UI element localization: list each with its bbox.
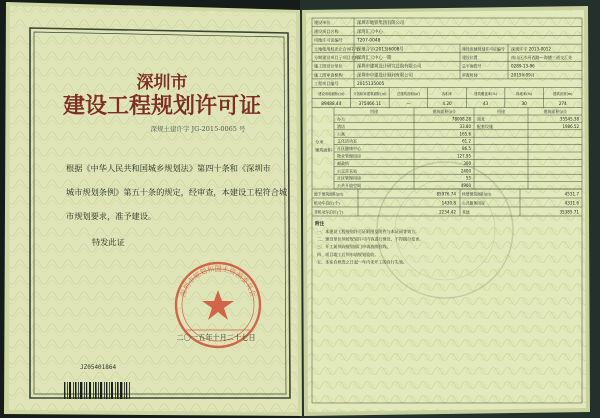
note-line: 一、本建设工程规划许可证附图及附件与本证同等效力。 [317, 229, 420, 234]
certificate-body-line-3: 市规划要求，准予建设。 [66, 211, 157, 221]
extra-label: 地下建筑面积(㎡) [314, 191, 344, 197]
area-header-cell: 建筑覆盖率(%) [474, 91, 497, 96]
use-header-cell: 建筑面积(㎡) [432, 109, 456, 114]
extra-sub-value: 4531.7 [564, 191, 579, 197]
use-cell: 4900 [460, 183, 471, 189]
note-line: 三、开工前须向规划部门申请放线验线。 [317, 244, 391, 250]
use-cell: 61.2 [462, 138, 471, 144]
use-cell: 公共开放空间 [337, 183, 361, 189]
use-cell: 酒店 [337, 123, 345, 129]
use-header-cell: 用途 [370, 109, 378, 114]
use-cell: 社区健康中心 [337, 146, 361, 152]
use-cell: 商业 [477, 116, 485, 122]
extra-sub-value: 4331.6 [564, 200, 579, 206]
extra-value: 2234.42 [439, 209, 456, 215]
use-cell: 35545.38 [559, 116, 579, 122]
row-label: 土地使用权出让合同书号 [314, 46, 360, 52]
row-sub-value: 0289-13-96 [511, 63, 535, 69]
extra-sub-value: 35385.71 [559, 209, 579, 215]
use-header-cell: 用途 [497, 109, 505, 114]
row-sub-label: 建设用地规划许可证编号 [462, 46, 505, 52]
extra-label: 非机动车泊位(个) [314, 209, 344, 215]
attachment-page [302, 6, 590, 416]
note-line: 四、项目竣工后须申请规划验收。 [317, 251, 379, 257]
use-cell: 86.5 [462, 146, 471, 152]
extra-sub-label: 其他 [462, 209, 470, 215]
use-cell: 文化活动室 [337, 138, 357, 144]
row-sub-value: 2015年09月 [511, 72, 535, 78]
area-header-cell: 计容积率建筑面积(㎡) [353, 91, 387, 96]
use-cell: 社区管理用房 [337, 175, 361, 181]
row-label: 工程项目编号 [314, 81, 339, 87]
area-value-cell: 274 [558, 101, 567, 106]
use-cell: 物业管理用房 [337, 153, 361, 159]
use-section-label: 建筑面积 [315, 147, 332, 153]
seal-text: 深圳市规划和国土资源委员会 [179, 265, 257, 298]
certificate-city-title: 深圳市 [136, 73, 188, 93]
area-value-cell: 375466.11 [358, 101, 382, 106]
certificate-body-line-2: 城市规划条例》第五十条的规定，经审查，本建设工程符合城 [66, 187, 288, 197]
row-label: 用地许可证编号 [314, 37, 343, 43]
row-label: 建设单位 [314, 20, 331, 26]
area-value-cell: 43 [482, 101, 489, 106]
notes-title: 附注 [315, 222, 325, 227]
row-sub-label: 审查时间 [462, 72, 478, 78]
use-cell: 邮政所 [337, 160, 349, 166]
area-header-cell: 绿地率(%) [516, 91, 533, 96]
use-header-cell: 建筑面积(㎡) [543, 109, 567, 114]
row-value: 深地合字(2013)6008号 [357, 47, 404, 53]
area-value-cell: 89488.44 [321, 101, 342, 106]
area-header-cell: 建筑高度(m) [552, 91, 573, 96]
use-cell: 公寓 [337, 131, 345, 137]
area-header-cell: 总建筑面积(㎡) [396, 91, 420, 96]
certificate-number: 深规土建许字 JG-2015-0065 号 [150, 125, 246, 133]
area-header-cell: 建设用地面积(㎡) [318, 91, 345, 96]
certificate-serial-number: JZ05401864 [80, 364, 117, 371]
row-sub-label: 总平面图号 [462, 63, 482, 69]
area-value-cell: — [406, 101, 411, 106]
area-value-cell: 30 [521, 101, 527, 106]
row-label: 建设项目名称 [314, 28, 339, 34]
use-cell: 55 [465, 175, 471, 181]
row-label: 施工图审查机构 [314, 72, 343, 78]
note-line: 二、建设单位须按规划许可内容进行建设，不得擅自变更。 [317, 236, 424, 242]
row-value: 深圳市建筑设计研究总院有限公司 [357, 64, 422, 70]
area-header-cell: 容积率 [441, 91, 453, 96]
row-label: 施工图设计单位 [314, 63, 343, 69]
area-value-cell: 4.20 [442, 101, 452, 106]
use-cell: 配套设施 [477, 123, 493, 129]
use-cell: 78008.28 [451, 116, 471, 122]
note-line: 五、本证自核发之日起一年内未开工的自行失效。 [317, 259, 408, 265]
certificate-issue-date: 二〇一五年十月二十七日 [176, 333, 256, 342]
use-cell: 33.80 [459, 123, 471, 129]
row-value: 2015135005 [357, 82, 385, 88]
extra-value: 85976.74 [436, 191, 456, 197]
row-value: 深湾汇云中心 [357, 29, 383, 35]
row-sub-value: 南山区沙河西路—海德三道交汇处 [511, 55, 573, 60]
row-value: T207-0048 [357, 38, 381, 44]
row-sub-value: 深规许字 2013-0012 [511, 46, 551, 52]
certificate-closing: 特发此证 [92, 237, 125, 247]
use-cell: 2400 [460, 168, 471, 174]
row-sub-label: 建设位置 [462, 55, 478, 60]
extra-value: 1430.8 [441, 200, 456, 206]
use-section-label: 分项 [315, 139, 324, 145]
certificate-body-line-1: 根据《中华人民共和国城乡规划法》第四十条和《深圳市 [66, 163, 271, 173]
row-label: 分期建设项目子项目名称 [314, 55, 360, 60]
extra-sub-label: 核增建筑面积(㎡) [462, 191, 492, 197]
row-value: 深湾汇云中心一期 [357, 56, 392, 61]
use-cell: 1986.52 [562, 123, 579, 129]
extra-sub-label: 公共服务用房 [462, 200, 485, 206]
row-value: 深圳市中建设计顾问有限公司 [357, 73, 413, 79]
use-cell: 公交首末站 [337, 168, 357, 174]
use-cell: 300 [463, 160, 471, 166]
use-cell: 127.95 [457, 153, 471, 159]
certificate-main-title: 建设工程规划许可证 [62, 94, 262, 119]
certificate-page [4, 2, 302, 416]
extra-label: 机动车泊位(个) [314, 200, 340, 206]
use-cell: 办公 [337, 116, 345, 122]
use-cell: 165.6 [459, 131, 471, 137]
row-value: 深圳市地铁集团有限公司 [357, 21, 405, 27]
